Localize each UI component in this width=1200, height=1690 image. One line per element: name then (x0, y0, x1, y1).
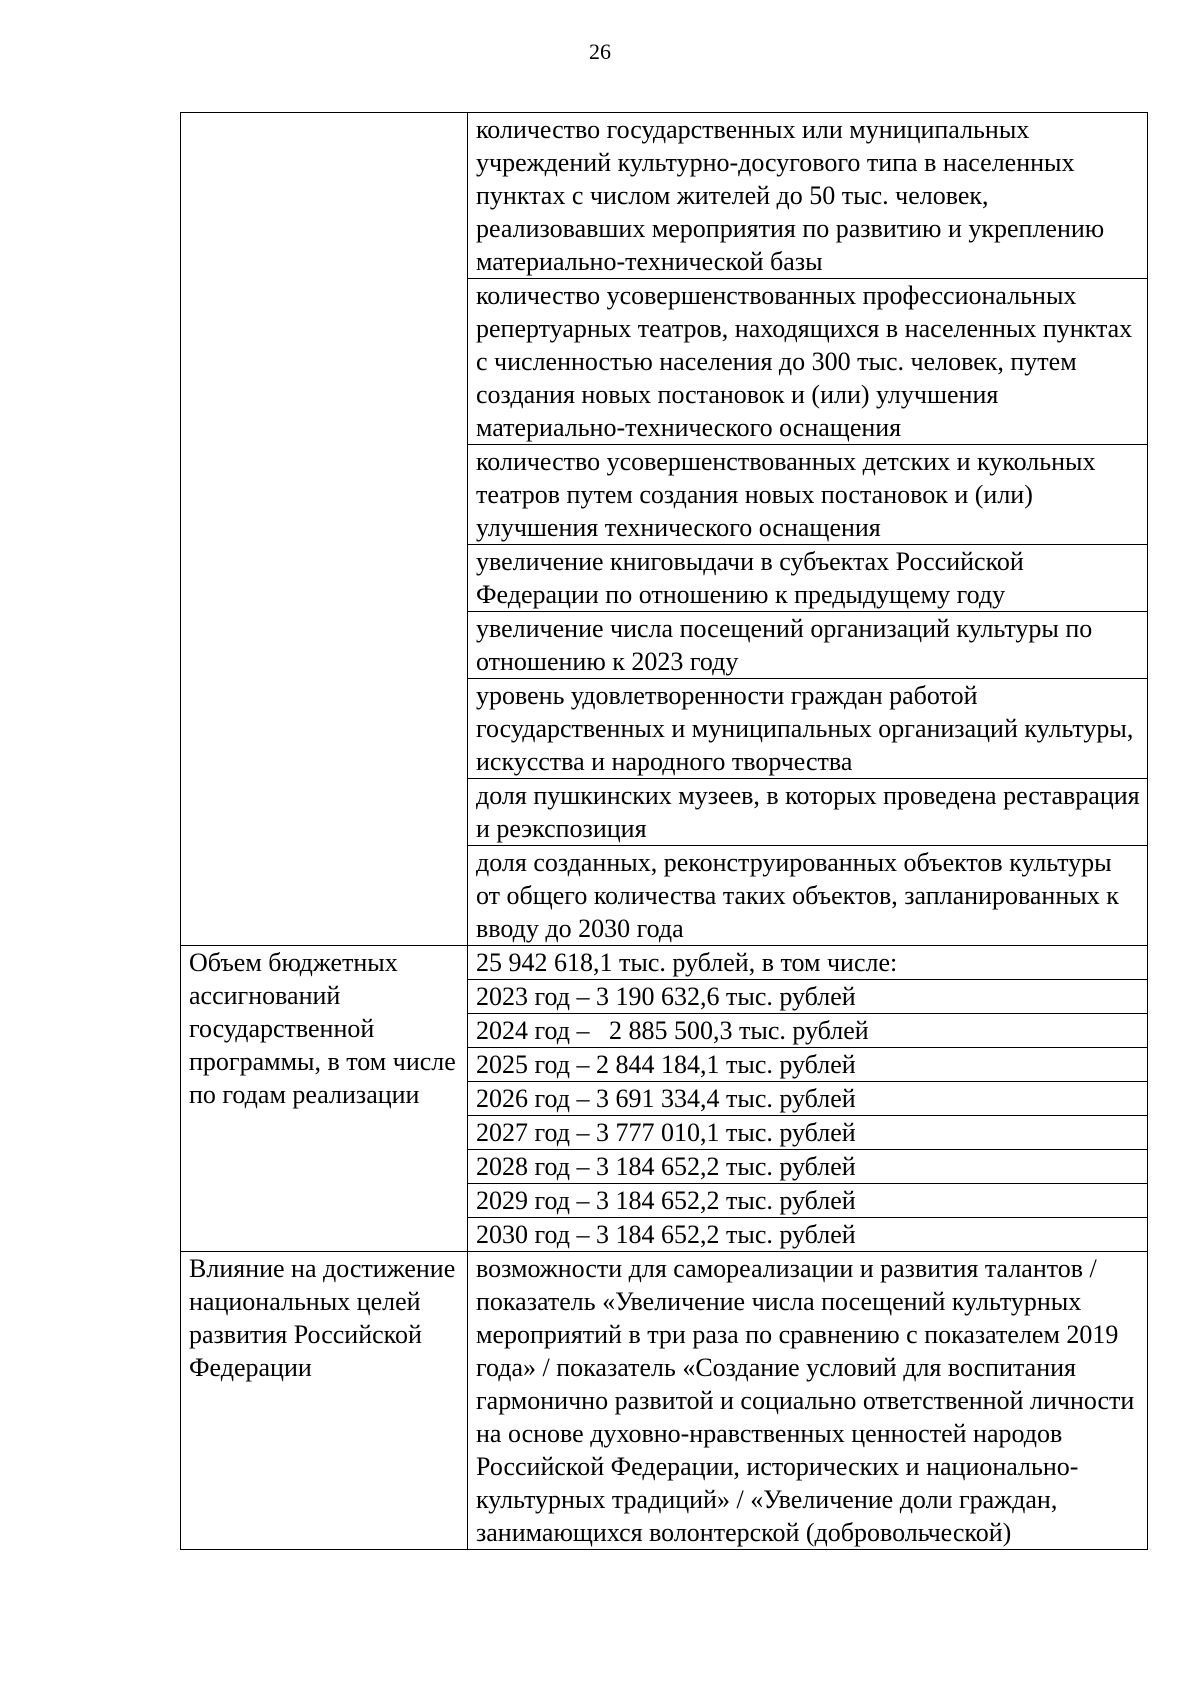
indicator-cell (468, 612, 1148, 679)
indicator-text: уровень удовлетворенности граждан работой государственных и муниципальных организаций культуры, искусства и народного творчества (476, 681, 1134, 776)
budget-year-2029: 2029 год – 3 184 652,2 тыс. рублей (476, 1186, 856, 1215)
budget-year-cell (468, 1184, 1148, 1218)
indicator-cell (468, 113, 1148, 279)
budget-label: Объем бюджетных ассигнований государственной программы, в том числе по годам реализации (189, 948, 456, 1109)
budget-year-2025: 2025 год – 2 844 184,1 тыс. рублей (476, 1050, 856, 1079)
indicator-cell (468, 545, 1148, 612)
budget-year-cell (468, 1218, 1148, 1252)
influence-text: возможности для самореализации и развития талантов / показатель «Увеличение числа посещений культурных мероприятий в три раза по сравнению с показателем 2019 года» / показатель «Создание условий для воспитания гармонично развитой и социально ответственной личности на основе духовно-нравственных ценностей народов Российской Федерации, исторических и национально-культурных традиций» / «Увеличение доли граждан, занимающихся волонтерской (добровольческой) (476, 1254, 1135, 1547)
budget-year-cell (468, 980, 1148, 1014)
budget-total: 25 942 618,1 тыс. рублей, в том числе: (476, 948, 898, 977)
passport-table (180, 112, 1148, 1550)
indicator-text: доля созданных, реконструированных объектов культуры от общего количества таких объектов, запланированных к вводу до 2030 года (476, 848, 1119, 943)
budget-year-cell (468, 1082, 1148, 1116)
influence-label: Влияние на достижение национальных целей развития Российской Федерации (189, 1254, 456, 1382)
indicator-text: увеличение числа посещений организаций культуры по отношению к 2023 году (476, 614, 1093, 676)
indicator-text: доля пушкинских музеев, в которых проведена реставрация и реэкспозиция (476, 781, 1140, 843)
indicator-cell (468, 445, 1148, 545)
page-number: 26 (589, 39, 611, 64)
budget-year-2027: 2027 год – 3 777 010,1 тыс. рублей (476, 1118, 856, 1147)
budget-year-cell (468, 1150, 1148, 1184)
indicator-text: количество государственных или муниципальных учреждений культурно-досугового типа в населенных пунктах с числом жителей до 50 тыс. человек, реализовавших мероприятия по развитию и укреплению материально-технической базы (476, 115, 1105, 276)
budget-year-2023: 2023 год – 3 190 632,6 тыс. рублей (476, 982, 856, 1011)
empty-label-cell (181, 113, 468, 946)
budget-year-cell (468, 1014, 1148, 1048)
table-row (181, 1252, 1148, 1550)
influence-text-cell (468, 1252, 1148, 1550)
indicator-text: количество усовершенствованных профессиональных репертуарных театров, находящихся в населенных пунктах с численностью населения до 300 тыс. человек, путем создания новых постановок и (или) улучшения материально-технического оснащения (476, 281, 1133, 442)
budget-year-cell (468, 1116, 1148, 1150)
budget-year-2026: 2026 год – 3 691 334,4 тыс. рублей (476, 1084, 856, 1113)
table-row (181, 946, 1148, 980)
budget-year-2028: 2028 год – 3 184 652,2 тыс. рублей (476, 1152, 856, 1181)
indicator-cell (468, 679, 1148, 779)
indicator-text: количество усовершенствованных детских и кукольных театров путем создания новых постановок и (или) улучшения технического оснащения (476, 447, 1096, 542)
budget-year-2030: 2030 год – 3 184 652,2 тыс. рублей (476, 1220, 856, 1249)
budget-label-cell (181, 946, 468, 1252)
influence-label-cell (181, 1252, 468, 1550)
indicator-cell (468, 779, 1148, 846)
budget-year-2024: 2024 год – 2 885 500,3 тыс. рублей (476, 1016, 869, 1045)
table-row (181, 113, 1148, 279)
indicator-cell (468, 846, 1148, 946)
budget-total-cell (468, 946, 1148, 980)
indicator-cell (468, 279, 1148, 445)
budget-year-cell (468, 1048, 1148, 1082)
indicator-text: увеличение книговыдачи в субъектах Российской Федерации по отношению к предыдущему году (476, 547, 1024, 609)
